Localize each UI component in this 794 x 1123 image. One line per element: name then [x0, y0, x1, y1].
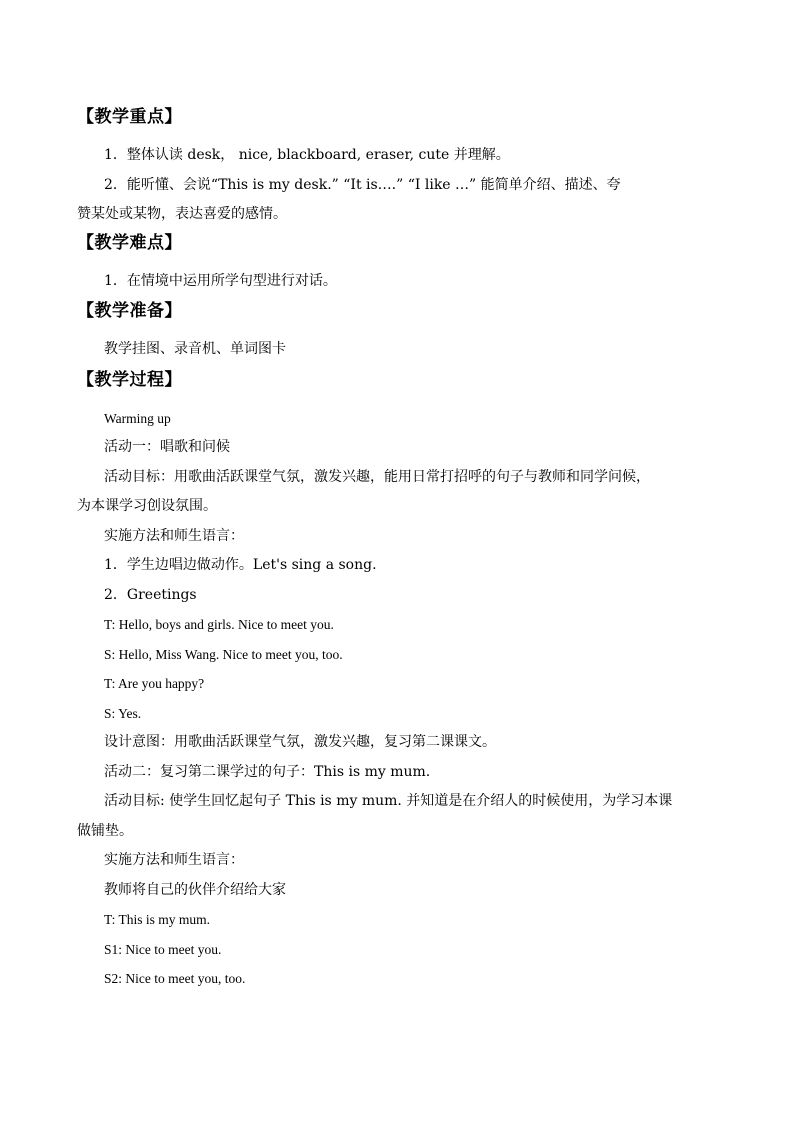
heading-teaching-preparation: 【教学准备】	[77, 301, 182, 321]
process-line: 活动目标: 使学生回忆起句子 This is my mum. 并知道是在介绍人的时候使用，为学习本课	[104, 793, 673, 809]
process-line: 做铺垫。	[77, 822, 133, 839]
process-line: Warming up	[104, 410, 171, 426]
process-line: T: Are you happy?	[104, 676, 205, 691]
process-line: 实施方法和师生语言：	[104, 527, 244, 544]
process-line: 为本课学习创设氛围。	[77, 498, 217, 514]
process-line: 设计意图：用歌曲活跃课堂气氛，激发兴趣，复习第二课课文。	[104, 734, 496, 750]
process-line: 实施方法和师生语言：	[104, 852, 244, 868]
document-page	[77, 104, 727, 994]
process-line: 活动一：唱歌和问候	[104, 439, 230, 455]
process-line: 教师将自己的伙伴介绍给大家	[104, 881, 286, 898]
heading-teaching-focus: 【教学重点】	[77, 107, 182, 127]
process-line: 1．学生边唱边做动作。Let's sing a song.	[104, 557, 377, 573]
focus-item-2: 2．能听懂、会说“This is my desk.” “It is….” “I like …” 能简单介绍、描述、夸	[104, 176, 621, 193]
process-line: S: Hello, Miss Wang. Nice to meet you, too.	[104, 646, 343, 662]
process-line: S: Yes.	[104, 705, 142, 721]
difficulty-item-1: 1．在情境中运用所学句型进行对话。	[104, 272, 337, 289]
process-line: 2．Greetings	[104, 586, 197, 603]
process-line: 活动目标：用歌曲活跃课堂气氛，激发兴趣，能用日常打招呼的句子与教师和同学问候，	[104, 468, 650, 485]
process-line: S1: Nice to meet you.	[104, 941, 222, 957]
process-line: S2: Nice to meet you, too.	[104, 971, 246, 986]
heading-teaching-process: 【教学过程】	[77, 369, 182, 390]
process-line: T: Hello, boys and girls. Nice to meet you.	[104, 617, 334, 632]
heading-teaching-difficulty: 【教学难点】	[77, 232, 182, 253]
focus-item-1: 1．整体认读 desk， nice, blackboard, eraser, cute 并理解。	[104, 147, 510, 163]
process-line: 活动二：复习第二课学过的句子：This is my mum.	[104, 763, 431, 780]
process-line: T: This is my mum.	[104, 912, 210, 927]
preparation-items: 教学挂图、录音机、单词图卡	[104, 341, 286, 357]
focus-item-2-continued: 赞某处或某物，表达喜爱的感情。	[77, 206, 287, 222]
